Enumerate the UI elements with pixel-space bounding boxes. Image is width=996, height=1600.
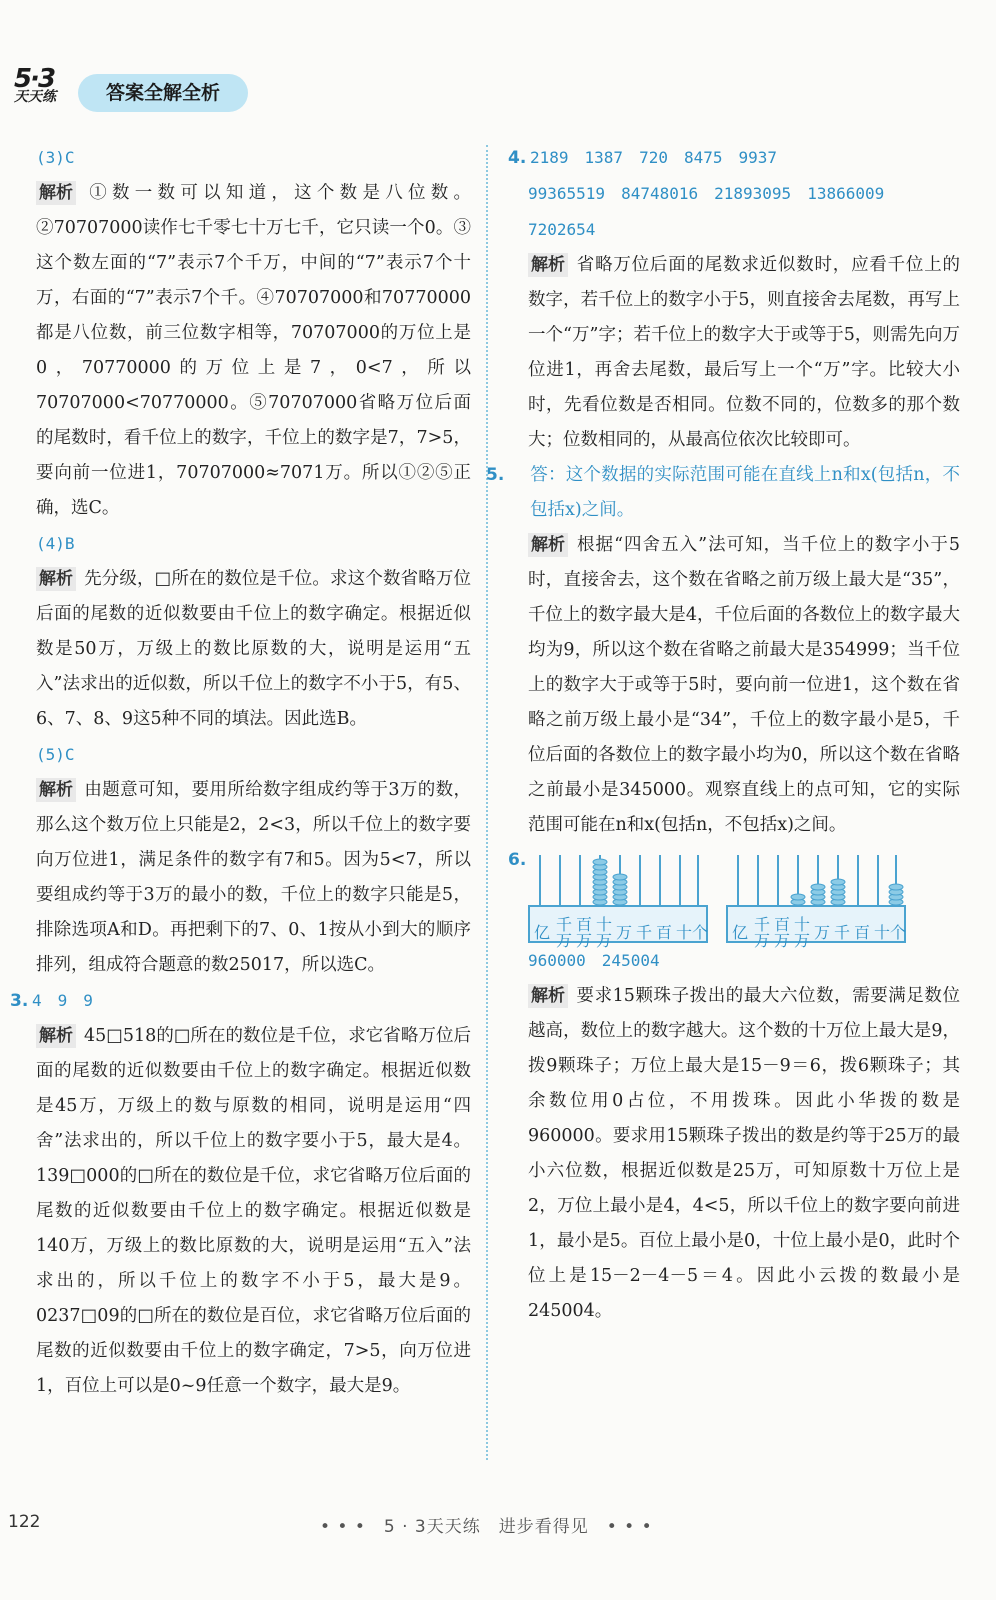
jiexi-tag: 解析: [528, 533, 568, 557]
abacus-rods: [528, 853, 706, 905]
abacus-figures: [528, 853, 960, 950]
q5-answer: 5. 答：这个数据的实际范围可能在直线上n和x(包括n，不包括x)之间。: [486, 465, 960, 520]
jiexi-tag: 解析: [36, 567, 76, 591]
q6-explanation: 解析 要求15颗珠子拨出的最大六位数，需要满足数位越高，数位上的数字越大。这个数的十万位上最大是9，拨9颗珠子；万位上最大是15－9＝6，拨6颗珠子；其余数位用0占位，不用拨珠。因此小华拨的数是960000。要求用15颗珠子拨出的数是约等于25万的最小六位数，根据近似数是25万，可知原数十万位上是2，万位上最小是4，4<5，所以千位上的数字要向前进1，最小是5。百位上最小是0，十位上最小是0，此时个位上是15－2－4－5＝4。因此小云拨的数最小是245004。: [528, 986, 960, 1321]
logo-text-top: 5·3: [14, 64, 55, 94]
q4b-label: (4)B: [36, 534, 75, 553]
q4-answer-line3: 7202654: [528, 220, 596, 239]
q5c-explanation: 解析 由题意可知，要用所给数字组成约等于3万的数，那么这个数万位上只能是2，2<3，所以千位上的数字要向万位进1，满足条件的数字有7和5。因为5<7，所以要组成约等于3万的最小的数，千位上的数字只能是5，排除选项A和D。再把剩下的7、0、1按从小到大的顺序排列，组成符合题意的数25017，所以选C。: [36, 780, 471, 975]
q4b-explanation: 解析 先分级，□所在的数位是千位。求这个数省略万位后面的尾数的近似数要由千位上的数字确定。根据近似数是50万，万级上的数比原数的大，说明是运用“五入”法求出的近似数，所以千位上的数字不小于5，有5、6、7、8、9这5种不同的填法。因此选B。: [36, 569, 471, 729]
q4-answer-line1: 4. 2189 1387 720 8475 9937: [508, 148, 778, 168]
section-title: 答案全解全析: [78, 74, 248, 112]
abacus-rods: [726, 853, 904, 905]
q3c-explanation: 解析 ①数一数可以知道，这个数是八位数。②70707000读作七千零七十万七千，它只读一个0。③这个数左面的“7”表示7个千万，中间的“7”表示7个十万，右面的“7”表示7个千。④70707000和70770000都是八位数，前三位数字相等，70707000的万位上是0，70770000的万位上是7，0<7，所以70707000<70770000。⑤70707000省略万位后面的尾数时，看千位上的数字，千位上的数字是7，7>5，要向前一位进1，70707000≈7071万。所以①②⑤正确，选C。: [36, 183, 471, 518]
right-column: [486, 140, 960, 1329]
jiexi-tag: 解析: [36, 1024, 76, 1048]
q3-explanation: 解析 45□518的□所在的数位是千位，求它省略万位后面的尾数的近似数要由千位上的数字确定。根据近似数是45万，万级上的数与原数的相同，说明是运用“四舍”法求出的，所以千位上的数字要小于5，最大是4。139□000的□所在的数位是千位，求它省略万位后面的尾数的近似数要由千位上的数字确定。根据近似数是140万，万级上的数比原数的大，说明是运用“五入”法求出的，所以千位上的数字不小于5，最大是9。0237□09的□所在的数位是百位，求它省略万位后面的尾数的近似数要由千位上的数字确定，7>5，向万位进1，百位上可以是0~9任意一个数字，最大是9。: [36, 1026, 471, 1396]
jiexi-tag: 解析: [528, 984, 568, 1008]
abacus-place-labels: 千 百 十 亿 万 万 万 万 千 百 十 个: [726, 905, 906, 943]
jiexi-tag: 解析: [528, 253, 568, 277]
jiexi-tag: 解析: [36, 778, 76, 802]
q4-explanation: 解析 省略万位后面的尾数求近似数时，应看千位上的数字，若千位上的数字小于5，则直接舍去尾数，再写上一个“万”字；若千位上的数字大于或等于5，则需先向万位进1，再舍去尾数，最后写上一个“万”字。比较大小时，先看位数是否相同。位数不同的，位数多的那个数大；位数相同的，从最高位依次比较即可。: [528, 255, 960, 450]
abacus-960000: [528, 853, 709, 950]
q3c-label: (3)C: [36, 148, 75, 167]
q5-explanation: 解析 根据“四舍五入”法可知，当千位上的数字小于5时，直接舍去，这个数在省略之前万级上最大是“35”，千位上的数字最大是4，千位后面的各数位上的数字最大均为9，所以这个数在省略之前最大是354999；当千位上的数字大于或等于5时，要向前一位进1，这个数在省略之前万级上最小是“34”，千位上的数字最小是5，千位后面的各数位上的数字最小均为0，所以这个数在省略之前最小是345000。观察直线上的点可知，它的实际范围可能在n和x(包括n，不包括x)之间。: [528, 535, 960, 835]
jiexi-tag: 解析: [36, 181, 76, 205]
q4-answer-line2: 99365519 84748016 21893095 13866009: [528, 184, 885, 203]
left-column: [10, 140, 471, 1404]
brand-logo: [14, 66, 70, 116]
abacus-place-labels: 千 百 十 亿 万 万 万 万 千 百 十 个: [528, 905, 708, 943]
page-number: 122: [8, 1512, 41, 1532]
q5c-label: (5)C: [36, 745, 75, 764]
logo-text-bottom: 天天练: [14, 89, 56, 105]
column-divider: [486, 145, 488, 1460]
q3-answer: 3. 4 9 9: [10, 991, 93, 1011]
footer-slogan: • • • 5 · 3天天练 进步看得见 • • •: [320, 1517, 653, 1537]
q6-answer: 960000 245004: [528, 951, 660, 970]
page-footer: [0, 1512, 996, 1542]
abacus-245004: [726, 853, 907, 950]
q6-label: 6.: [508, 850, 527, 870]
